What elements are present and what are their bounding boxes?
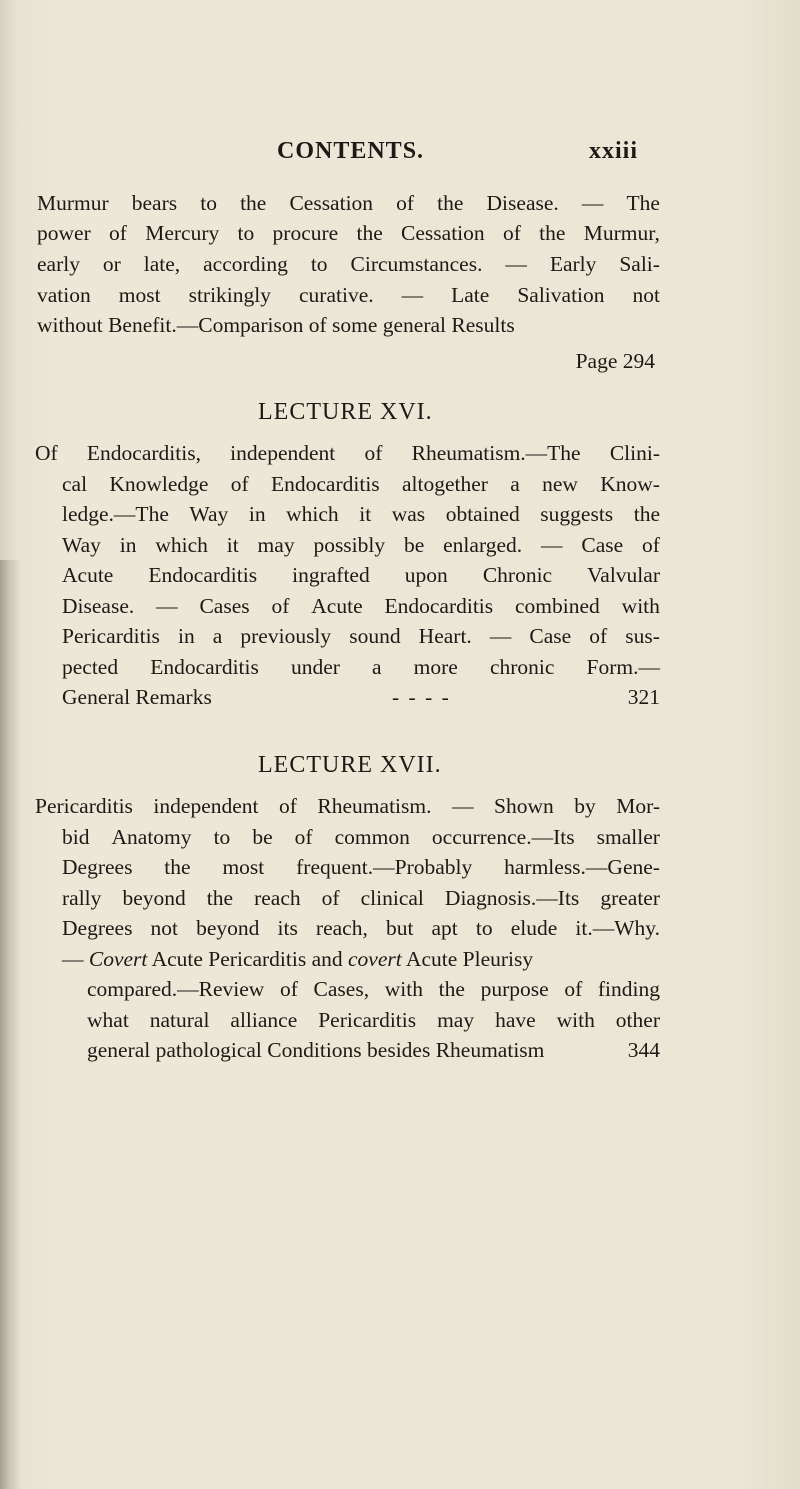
lecture-xvii-line-5 bbox=[62, 918, 660, 940]
lecture-xvii-heading: LECTURE XVII. bbox=[258, 752, 442, 778]
word: bid bbox=[62, 825, 90, 849]
word: independent bbox=[230, 441, 336, 465]
covert-line-middle: Acute Pericarditis and bbox=[147, 947, 349, 971]
word: not bbox=[150, 916, 179, 940]
word: late, bbox=[143, 252, 181, 276]
word: with bbox=[556, 1008, 595, 1032]
lecture-xvi-line-7 bbox=[62, 626, 660, 648]
word: Endocarditis bbox=[271, 472, 380, 496]
word: combined bbox=[515, 594, 600, 618]
word: Degrees bbox=[62, 855, 133, 879]
lecture-xvi-line-3 bbox=[62, 504, 660, 526]
word: of bbox=[279, 977, 298, 1001]
word: Anatomy bbox=[111, 825, 192, 849]
word: Endocarditis bbox=[384, 594, 494, 618]
word: bears bbox=[131, 191, 178, 215]
word: it bbox=[226, 533, 239, 557]
word: Degrees bbox=[62, 916, 133, 940]
word: Salivation bbox=[517, 283, 605, 307]
lecture-xvi-page-ref: 321 bbox=[627, 685, 660, 709]
word: Cases, bbox=[313, 977, 370, 1001]
word: Endocarditis bbox=[150, 655, 259, 679]
word: strikingly bbox=[188, 283, 271, 307]
word: Know- bbox=[600, 472, 660, 496]
word: of bbox=[279, 794, 297, 818]
word: clinical bbox=[360, 886, 424, 910]
word: a bbox=[212, 624, 223, 648]
word: of bbox=[294, 825, 313, 849]
word: The bbox=[626, 191, 660, 215]
word: Rheumatism. bbox=[317, 794, 432, 818]
word: Pericarditis bbox=[35, 794, 133, 818]
word: upon bbox=[404, 563, 448, 587]
word: the bbox=[438, 977, 465, 1001]
word: compared.—Review bbox=[87, 977, 265, 1001]
word: have bbox=[495, 1008, 536, 1032]
word: of bbox=[364, 441, 383, 465]
word: in bbox=[248, 502, 266, 526]
covert-line-suffix: Acute Pleurisy bbox=[401, 947, 534, 971]
word: possibly bbox=[313, 533, 386, 557]
word: what bbox=[87, 1008, 129, 1032]
word: to bbox=[475, 916, 493, 940]
lecture-xvi-leader-dots: - - - - bbox=[392, 685, 451, 709]
word: smaller bbox=[596, 825, 660, 849]
word: previously bbox=[240, 624, 332, 648]
word: of bbox=[564, 977, 583, 1001]
lecture-xvii-line-8 bbox=[87, 1010, 660, 1032]
lecture-xvii-line-4 bbox=[62, 888, 660, 910]
word: rally bbox=[62, 886, 102, 910]
word: Early bbox=[549, 252, 597, 276]
word: ledge.—The bbox=[62, 502, 169, 526]
word: of bbox=[642, 533, 660, 557]
word: suggests bbox=[540, 502, 614, 526]
word: — bbox=[489, 624, 512, 648]
lecture-xvii-line-2 bbox=[62, 827, 660, 849]
intro-line-4 bbox=[37, 285, 660, 307]
word: Cessation bbox=[289, 191, 374, 215]
intro-line-3 bbox=[37, 254, 660, 276]
word: Acute bbox=[62, 563, 114, 587]
word: may bbox=[257, 533, 295, 557]
word: was bbox=[391, 502, 426, 526]
word: Clini- bbox=[609, 441, 660, 465]
word: Knowledge bbox=[109, 472, 209, 496]
word: obtained bbox=[445, 502, 520, 526]
word: chronic bbox=[489, 655, 555, 679]
word: power bbox=[37, 221, 91, 245]
word: other bbox=[615, 1008, 660, 1032]
word: natural bbox=[149, 1008, 210, 1032]
word: Acute bbox=[311, 594, 363, 618]
lecture-xvii-summary bbox=[35, 796, 660, 1096]
word: — bbox=[401, 283, 424, 307]
word: Mor- bbox=[616, 794, 660, 818]
intro-line-5: without Benefit.—Comparison of some general Results bbox=[37, 313, 515, 337]
word: beyond bbox=[122, 886, 186, 910]
word: of bbox=[230, 472, 249, 496]
word: — bbox=[505, 252, 527, 276]
lecture-xvi-line-8 bbox=[62, 657, 660, 679]
word: Cases bbox=[199, 594, 250, 618]
word: Rheumatism.—The bbox=[411, 441, 581, 465]
word: may bbox=[437, 1008, 475, 1032]
word: Murmur, bbox=[583, 221, 660, 245]
word: Case bbox=[529, 624, 572, 648]
word: Late bbox=[451, 283, 490, 307]
lecture-xvii-line-7 bbox=[87, 979, 660, 1001]
lecture-xvi-line-2 bbox=[62, 474, 660, 496]
word: of bbox=[271, 594, 290, 618]
word: the bbox=[539, 221, 566, 245]
word: with bbox=[621, 594, 660, 618]
word: under bbox=[290, 655, 340, 679]
word: the bbox=[356, 221, 383, 245]
word: a bbox=[372, 655, 382, 679]
word: the bbox=[206, 886, 234, 910]
lecture-xvi-line-5 bbox=[62, 565, 660, 587]
word: according bbox=[203, 252, 288, 276]
word: Pericarditis bbox=[62, 624, 160, 648]
word: by bbox=[574, 794, 596, 818]
word: its bbox=[277, 916, 298, 940]
word: Valvular bbox=[587, 563, 660, 587]
word: altogether bbox=[401, 472, 488, 496]
word: Case bbox=[581, 533, 624, 557]
word: it bbox=[359, 502, 372, 526]
word: — bbox=[156, 594, 178, 618]
word: reach bbox=[254, 886, 301, 910]
word: to bbox=[200, 191, 217, 215]
lecture-xvi-line-1 bbox=[35, 443, 660, 465]
word: new bbox=[542, 472, 578, 496]
word: with bbox=[384, 977, 423, 1001]
word: reach, bbox=[315, 916, 368, 940]
word: Way bbox=[189, 502, 229, 526]
covert-line-prefix: — bbox=[62, 947, 89, 971]
word: harmless.—Gene- bbox=[504, 855, 660, 879]
word: the bbox=[164, 855, 191, 879]
word: not bbox=[632, 283, 660, 307]
word: Of bbox=[35, 441, 58, 465]
word: the bbox=[633, 502, 660, 526]
word: in bbox=[177, 624, 195, 648]
word: in bbox=[119, 533, 137, 557]
word: alliance bbox=[230, 1008, 298, 1032]
word: Shown bbox=[493, 794, 554, 818]
word: purpose bbox=[480, 977, 549, 1001]
covert-word-2: covert bbox=[348, 947, 402, 971]
word: Disease. bbox=[62, 594, 135, 618]
word: of bbox=[321, 886, 340, 910]
word: a bbox=[510, 472, 520, 496]
word: the bbox=[437, 191, 464, 215]
word: Way bbox=[62, 533, 101, 557]
page-number: xxiii bbox=[589, 138, 639, 164]
word: Murmur bbox=[37, 191, 109, 215]
word: frequent.—Probably bbox=[296, 855, 473, 879]
lecture-xvii-line-1 bbox=[35, 796, 660, 818]
word: occurrence.—Its bbox=[431, 825, 575, 849]
word: to bbox=[213, 825, 231, 849]
word: Sali- bbox=[619, 252, 660, 276]
lecture-xvi-line-6 bbox=[62, 596, 660, 618]
word: pected bbox=[62, 655, 119, 679]
word: Endocarditis bbox=[148, 563, 258, 587]
lecture-xvii-page-ref: 344 bbox=[627, 1038, 660, 1062]
covert-word-1: Covert bbox=[88, 947, 148, 971]
word: finding bbox=[597, 977, 660, 1001]
word: ingrafted bbox=[292, 563, 370, 587]
word: — bbox=[541, 533, 563, 557]
word: but bbox=[385, 916, 414, 940]
word: Pericarditis bbox=[318, 1008, 417, 1032]
word: Heart. bbox=[418, 624, 472, 648]
word: Circumstances. bbox=[350, 252, 483, 276]
intro-line-2 bbox=[37, 223, 660, 245]
word: which bbox=[155, 533, 208, 557]
word: Chronic bbox=[482, 563, 553, 587]
word: which bbox=[286, 502, 339, 526]
word: the bbox=[240, 191, 267, 215]
word: curative. bbox=[299, 283, 374, 307]
word: be bbox=[252, 825, 273, 849]
running-title: CONTENTS. bbox=[277, 138, 425, 164]
word: of bbox=[502, 221, 521, 245]
lecture-xvi-last-line: General Remarks bbox=[62, 685, 212, 709]
word: most bbox=[222, 855, 265, 879]
word: procure bbox=[272, 221, 339, 245]
word: apt bbox=[431, 916, 458, 940]
word: Disease. bbox=[486, 191, 559, 215]
word: beyond bbox=[196, 916, 260, 940]
word: Cessation bbox=[401, 221, 485, 245]
word: to bbox=[310, 252, 328, 276]
word: Mercury bbox=[145, 221, 220, 245]
word: early bbox=[37, 252, 80, 276]
word: Diagnosis.—Its bbox=[444, 886, 580, 910]
running-header bbox=[0, 130, 800, 170]
intro-line-1 bbox=[37, 193, 660, 215]
word: sound bbox=[349, 624, 401, 648]
word: elude bbox=[510, 916, 558, 940]
lecture-xvi-line-4 bbox=[62, 535, 660, 557]
word: — bbox=[581, 191, 604, 215]
lecture-xvii-last-line: general pathological Conditions besides Rheumatism bbox=[87, 1038, 545, 1062]
word: it.—Why. bbox=[575, 916, 660, 940]
word: or bbox=[102, 252, 121, 276]
word: of bbox=[396, 191, 415, 215]
word: more bbox=[413, 655, 458, 679]
word: sus- bbox=[625, 624, 660, 648]
word: vation bbox=[37, 283, 91, 307]
word: of bbox=[109, 221, 127, 245]
word: Form.— bbox=[586, 655, 660, 679]
word: independent bbox=[153, 794, 259, 818]
word: Endocarditis, bbox=[86, 441, 201, 465]
intro-page-ref: Page 294 bbox=[575, 349, 655, 373]
word: common bbox=[334, 825, 410, 849]
word: cal bbox=[62, 472, 88, 496]
lecture-xvii-line-3 bbox=[62, 857, 660, 879]
word: to bbox=[237, 221, 255, 245]
word: greater bbox=[600, 886, 660, 910]
page-edge-shadow bbox=[0, 560, 22, 1489]
word: be bbox=[403, 533, 425, 557]
word: of bbox=[589, 624, 608, 648]
lecture-xvii-covert-line bbox=[62, 949, 533, 971]
intro-section bbox=[37, 191, 660, 373]
word: — bbox=[451, 794, 474, 818]
lecture-xvi-summary bbox=[35, 441, 660, 709]
lecture-xvi-heading: LECTURE XVI. bbox=[258, 399, 433, 425]
word: enlarged. bbox=[443, 533, 523, 557]
word: most bbox=[118, 283, 161, 307]
